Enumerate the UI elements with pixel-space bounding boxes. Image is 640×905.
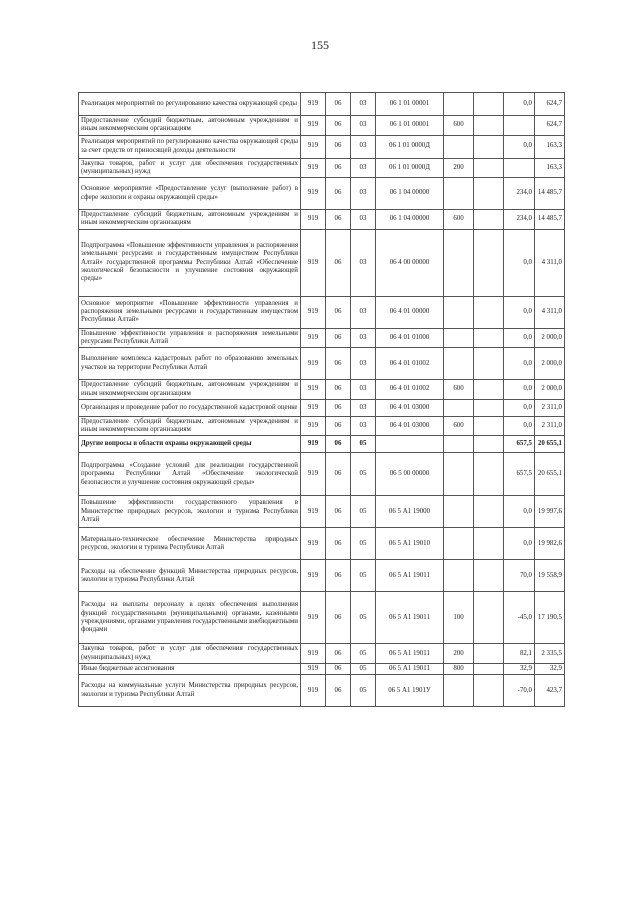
row-amount-total: 14 485,7 — [535, 210, 565, 230]
row-section-code: 06 — [326, 416, 351, 436]
row-amount-change: 0,0 — [504, 496, 535, 528]
row-amount-change: 0,0 — [504, 328, 535, 348]
row-expense-type — [444, 135, 474, 158]
row-subsection-code: 03 — [351, 416, 376, 436]
row-expense-type — [444, 328, 474, 348]
row-amount-approved — [474, 229, 504, 296]
row-subsection-code: 05 — [351, 675, 376, 707]
row-target-article: 06 4 01 01002 — [376, 380, 444, 400]
row-description: Подпрограмма «Повышение эффективности управления и распоряжения земельными ресурсами и государственным имуществом Республики Алтай» государственной программы Республики Алтай «Обеспечение экологической безопасности и улучшение состояния окружающей среды» — [79, 229, 301, 296]
row-amount-approved — [474, 592, 504, 644]
table-row — [79, 296, 565, 328]
row-description: Подпрограмма «Создание условий для реализации государственной программы Республики Алтай «Обеспечение экологической безопасности и улучшение состояния окружающей среды» — [79, 453, 301, 496]
row-section-code: 06 — [326, 348, 351, 380]
table-row — [79, 116, 565, 136]
row-target-article: 06 1 04 00000 — [376, 178, 444, 210]
row-amount-approved — [474, 93, 504, 116]
table-row — [79, 380, 565, 400]
table-row — [79, 178, 565, 210]
row-grbs-code: 919 — [301, 528, 326, 560]
row-grbs-code: 919 — [301, 93, 326, 116]
row-description: Другие вопросы в области охраны окружающей среды — [79, 436, 301, 453]
row-target-article: 06 4 01 03000 — [376, 399, 444, 416]
row-subsection-code: 03 — [351, 178, 376, 210]
row-amount-total: 2 335,5 — [535, 644, 565, 664]
row-description: Выполнение комплекса кадастровых работ по образованию земельных участков на территории Республики Алтай — [79, 348, 301, 380]
row-description: Организация и проведение работ по государственной кадастровой оценке — [79, 399, 301, 416]
row-amount-total: 423,7 — [535, 675, 565, 707]
row-subsection-code: 03 — [351, 93, 376, 116]
row-expense-type — [444, 296, 474, 328]
row-subsection-code: 05 — [351, 453, 376, 496]
row-section-code: 06 — [326, 210, 351, 230]
row-section-code: 06 — [326, 328, 351, 348]
row-target-article: 06 5 А1 19011 — [376, 560, 444, 592]
row-grbs-code: 919 — [301, 416, 326, 436]
row-expense-type: 800 — [444, 663, 474, 674]
row-grbs-code: 919 — [301, 380, 326, 400]
row-expense-type — [444, 560, 474, 592]
row-amount-change: 0,0 — [504, 416, 535, 436]
table-row — [79, 416, 565, 436]
row-subsection-code: 05 — [351, 560, 376, 592]
row-description: Реализация мероприятий по регулированию качества окружающей среды за счет средств от приносящей доходы деятельности — [79, 135, 301, 158]
row-expense-type — [444, 675, 474, 707]
row-grbs-code: 919 — [301, 663, 326, 674]
table-row — [79, 453, 565, 496]
row-expense-type — [444, 399, 474, 416]
row-amount-approved — [474, 135, 504, 158]
row-amount-approved — [474, 178, 504, 210]
row-target-article: 06 5 А1 19011 — [376, 592, 444, 644]
row-amount-total: 2 311,0 — [535, 416, 565, 436]
row-section-code: 06 — [326, 496, 351, 528]
row-amount-change: 0,0 — [504, 399, 535, 416]
row-section-code: 06 — [326, 528, 351, 560]
table-row — [79, 158, 565, 178]
row-subsection-code: 03 — [351, 158, 376, 178]
row-amount-total: 20 655,1 — [535, 453, 565, 496]
row-description: Расходы на коммунальные услуги Министерства природных ресурсов, экологии и туризма Республики Алтай — [79, 675, 301, 707]
row-subsection-code: 03 — [351, 116, 376, 136]
row-grbs-code: 919 — [301, 592, 326, 644]
row-grbs-code: 919 — [301, 453, 326, 496]
row-description: Повышение эффективности управления и распоряжения земельными ресурсами Республики Алтай — [79, 328, 301, 348]
row-expense-type: 600 — [444, 116, 474, 136]
row-amount-approved — [474, 348, 504, 380]
row-subsection-code: 05 — [351, 528, 376, 560]
row-amount-change: 657,5 — [504, 453, 535, 496]
row-amount-change: 234,0 — [504, 210, 535, 230]
row-section-code: 06 — [326, 116, 351, 136]
row-subsection-code: 03 — [351, 135, 376, 158]
row-amount-approved — [474, 528, 504, 560]
row-target-article: 06 4 00 00000 — [376, 229, 444, 296]
row-subsection-code: 05 — [351, 436, 376, 453]
row-subsection-code: 05 — [351, 663, 376, 674]
table-row — [79, 560, 565, 592]
row-grbs-code: 919 — [301, 560, 326, 592]
row-amount-change: -70,0 — [504, 675, 535, 707]
row-target-article: 06 5 А1 19010 — [376, 528, 444, 560]
row-amount-total: 624,7 — [535, 93, 565, 116]
row-grbs-code: 919 — [301, 348, 326, 380]
row-expense-type — [444, 178, 474, 210]
row-section-code: 06 — [326, 399, 351, 416]
row-amount-total: 17 190,5 — [535, 592, 565, 644]
table-row — [79, 675, 565, 707]
row-section-code: 06 — [326, 380, 351, 400]
row-description: Предоставление субсидий бюджетным, автономным учреждениям и иным некоммерческим организациям — [79, 210, 301, 230]
row-expense-type — [444, 453, 474, 496]
row-amount-change: 0,0 — [504, 528, 535, 560]
row-amount-total: 4 311,0 — [535, 229, 565, 296]
row-amount-total: 2 000,0 — [535, 380, 565, 400]
row-amount-approved — [474, 560, 504, 592]
budget-table — [78, 92, 565, 707]
row-section-code: 06 — [326, 158, 351, 178]
row-expense-type: 600 — [444, 416, 474, 436]
row-description: Предоставление субсидий бюджетным, автономным учреждениям и иным некоммерческим организациям — [79, 416, 301, 436]
row-amount-approved — [474, 328, 504, 348]
row-grbs-code: 919 — [301, 675, 326, 707]
row-expense-type — [444, 528, 474, 560]
row-section-code: 06 — [326, 453, 351, 496]
row-subsection-code: 03 — [351, 399, 376, 416]
row-section-code: 06 — [326, 663, 351, 674]
row-subsection-code: 03 — [351, 380, 376, 400]
row-target-article — [376, 436, 444, 453]
row-section-code: 06 — [326, 296, 351, 328]
table-row — [79, 528, 565, 560]
row-section-code: 06 — [326, 436, 351, 453]
row-amount-change: 234,0 — [504, 178, 535, 210]
row-section-code: 06 — [326, 675, 351, 707]
page-number: 155 — [311, 38, 329, 52]
row-grbs-code: 919 — [301, 436, 326, 453]
row-section-code: 06 — [326, 592, 351, 644]
table-row — [79, 348, 565, 380]
table-row — [79, 135, 565, 158]
row-amount-total: 163,3 — [535, 135, 565, 158]
row-target-article: 06 5 00 00000 — [376, 453, 444, 496]
table-row — [79, 328, 565, 348]
table-row — [79, 210, 565, 230]
row-grbs-code: 919 — [301, 135, 326, 158]
row-target-article: 06 5 А1 1901У — [376, 675, 444, 707]
row-amount-total: 2 000,0 — [535, 328, 565, 348]
row-expense-type: 600 — [444, 210, 474, 230]
row-grbs-code: 919 — [301, 178, 326, 210]
row-amount-change — [504, 116, 535, 136]
row-target-article: 06 4 01 03000 — [376, 416, 444, 436]
table-row — [79, 644, 565, 664]
row-target-article: 06 1 01 00001 — [376, 116, 444, 136]
row-amount-change: 70,0 — [504, 560, 535, 592]
table-row — [79, 436, 565, 453]
row-section-code: 06 — [326, 93, 351, 116]
row-subsection-code: 05 — [351, 644, 376, 664]
row-amount-approved — [474, 116, 504, 136]
row-amount-change: 0,0 — [504, 348, 535, 380]
row-amount-approved — [474, 644, 504, 664]
row-subsection-code: 05 — [351, 496, 376, 528]
row-amount-change: 82,1 — [504, 644, 535, 664]
row-amount-total: 19 558,9 — [535, 560, 565, 592]
row-expense-type: 100 — [444, 592, 474, 644]
row-amount-approved — [474, 453, 504, 496]
row-target-article: 06 4 01 00000 — [376, 296, 444, 328]
row-amount-approved — [474, 416, 504, 436]
row-target-article: 06 1 01 0000Д — [376, 158, 444, 178]
row-expense-type: 200 — [444, 644, 474, 664]
row-amount-change: 0,0 — [504, 296, 535, 328]
row-target-article: 06 1 01 00001 — [376, 93, 444, 116]
row-expense-type — [444, 93, 474, 116]
row-subsection-code: 05 — [351, 592, 376, 644]
row-description: Реализация мероприятий по регулированию качества окружающей среды — [79, 93, 301, 116]
row-grbs-code: 919 — [301, 644, 326, 664]
row-amount-approved — [474, 663, 504, 674]
row-target-article: 06 5 А1 19011 — [376, 644, 444, 664]
row-description: Предоставление субсидий бюджетным, автономным учреждениям и иным некоммерческим организациям — [79, 116, 301, 136]
row-description: Предоставление субсидий бюджетным, автономным учреждениям и иным некоммерческим организациям — [79, 380, 301, 400]
row-expense-type: 600 — [444, 380, 474, 400]
row-description: Основное мероприятие «Предоставление услуг (выполнение работ) в сфере экологии и охраны окружающей среды» — [79, 178, 301, 210]
row-target-article: 06 1 04 00000 — [376, 210, 444, 230]
row-amount-change: 32,9 — [504, 663, 535, 674]
row-amount-total: 32,9 — [535, 663, 565, 674]
row-expense-type — [444, 348, 474, 380]
row-amount-approved — [474, 380, 504, 400]
row-amount-approved — [474, 210, 504, 230]
row-target-article: 06 1 01 0000Д — [376, 135, 444, 158]
row-amount-change: 0,0 — [504, 135, 535, 158]
row-amount-change: 0,0 — [504, 93, 535, 116]
row-description: Расходы на выплаты персоналу в целях обеспечения выполнения функций государственными (муниципальными) органами, казенными учреждениями, органами управления государственными внебюджетными фондами — [79, 592, 301, 644]
row-expense-type — [444, 436, 474, 453]
row-section-code: 06 — [326, 135, 351, 158]
row-grbs-code: 919 — [301, 399, 326, 416]
row-grbs-code: 919 — [301, 158, 326, 178]
row-amount-total: 19 997,6 — [535, 496, 565, 528]
row-amount-approved — [474, 436, 504, 453]
row-section-code: 06 — [326, 178, 351, 210]
table-row — [79, 592, 565, 644]
table-row — [79, 496, 565, 528]
row-amount-change — [504, 158, 535, 178]
row-description: Закупка товаров, работ и услуг для обеспечения государственных (муниципальных) нужд — [79, 158, 301, 178]
row-section-code: 06 — [326, 560, 351, 592]
row-target-article: 06 4 01 01000 — [376, 328, 444, 348]
row-subsection-code: 03 — [351, 348, 376, 380]
row-amount-total: 14 485,7 — [535, 178, 565, 210]
row-description: Иные бюджетные ассигнования — [79, 663, 301, 674]
row-amount-change: 657,5 — [504, 436, 535, 453]
row-description: Закупка товаров, работ и услуг для обеспечения государственных (муниципальных) нужд — [79, 644, 301, 664]
row-amount-approved — [474, 496, 504, 528]
table-row — [79, 399, 565, 416]
row-grbs-code: 919 — [301, 116, 326, 136]
row-subsection-code: 03 — [351, 229, 376, 296]
row-expense-type — [444, 496, 474, 528]
row-target-article: 06 5 А1 19011 — [376, 663, 444, 674]
row-grbs-code: 919 — [301, 210, 326, 230]
row-target-article: 06 5 А1 19000 — [376, 496, 444, 528]
row-grbs-code: 919 — [301, 296, 326, 328]
row-expense-type: 200 — [444, 158, 474, 178]
row-amount-total: 624,7 — [535, 116, 565, 136]
row-amount-total: 4 311,0 — [535, 296, 565, 328]
table-row — [79, 229, 565, 296]
row-description: Расходы на обеспечение функций Министерства природных ресурсов, экологии и туризма Республики Алтай — [79, 560, 301, 592]
row-grbs-code: 919 — [301, 328, 326, 348]
row-amount-total: 20 655,1 — [535, 436, 565, 453]
row-amount-approved — [474, 158, 504, 178]
row-subsection-code: 03 — [351, 296, 376, 328]
table-row — [79, 93, 565, 116]
row-subsection-code: 03 — [351, 210, 376, 230]
row-amount-total: 19 982,6 — [535, 528, 565, 560]
table-row — [79, 663, 565, 674]
row-grbs-code: 919 — [301, 229, 326, 296]
row-description: Основное мероприятие «Повышение эффективности управления и распоряжения земельными ресурсами и государственным имуществом Республики Алтай» — [79, 296, 301, 328]
row-grbs-code: 919 — [301, 496, 326, 528]
row-description: Материально-техническое обеспечение Министерства природных ресурсов, экологии и туризма Республики Алтай — [79, 528, 301, 560]
row-amount-total: 2 000,0 — [535, 348, 565, 380]
row-amount-change: -45,0 — [504, 592, 535, 644]
row-amount-total: 163,3 — [535, 158, 565, 178]
row-subsection-code: 03 — [351, 328, 376, 348]
row-description: Повышение эффективности государственного управления в Министерстве природных ресурсов, экологии и туризма Республики Алтай — [79, 496, 301, 528]
row-amount-approved — [474, 675, 504, 707]
row-amount-change: 0,0 — [504, 380, 535, 400]
row-section-code: 06 — [326, 229, 351, 296]
row-target-article: 06 4 01 01002 — [376, 348, 444, 380]
row-amount-approved — [474, 296, 504, 328]
row-amount-total: 2 311,0 — [535, 399, 565, 416]
row-section-code: 06 — [326, 644, 351, 664]
row-expense-type — [444, 229, 474, 296]
row-amount-approved — [474, 399, 504, 416]
row-amount-change: 0,0 — [504, 229, 535, 296]
